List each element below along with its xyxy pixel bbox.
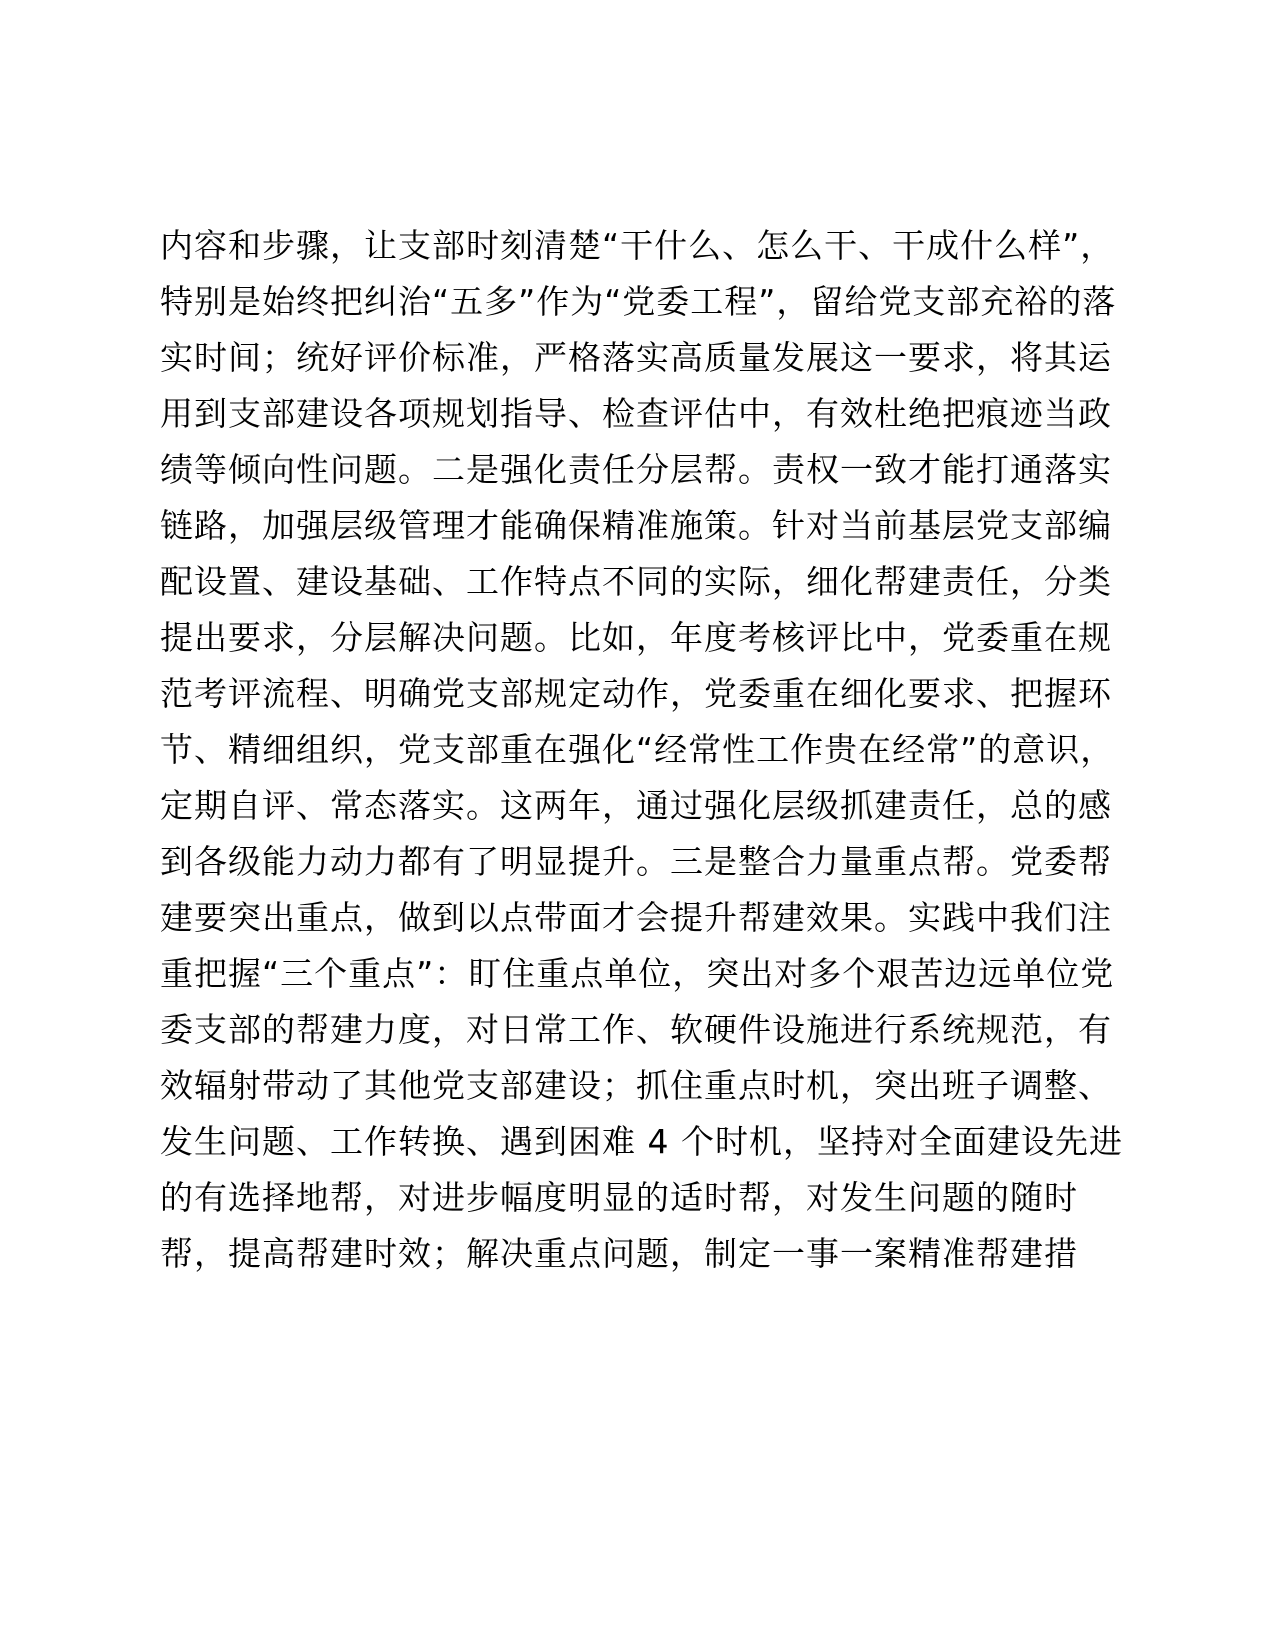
text-line: 委支部的帮建力度，对日常工作、软硬件设施进行系统规范，有	[160, 1010, 1112, 1049]
text-line: 帮，提高帮建时效；解决重点问题，制定一事一案精准帮建措	[160, 1234, 1078, 1273]
text-line: 效辐射带动了其他党支部建设；抓住重点时机，突出班子调整、	[160, 1066, 1112, 1105]
body-paragraph	[160, 218, 1123, 1282]
text-line: 配设置、建设基础、工作特点不同的实际，细化帮建责任，分类	[160, 562, 1112, 601]
text-line: 绩等倾向性问题。二是强化责任分层帮。责权一致才能打通落实	[160, 450, 1112, 489]
text-line: 内容和步骤，让支部时刻清楚“干什么、怎么干、干成什么样”，	[160, 226, 1115, 265]
text-line: 范考评流程、明确党支部规定动作，党委重在细化要求、把握环	[160, 674, 1112, 713]
text-line: 定期自评、常态落实。这两年，通过强化层级抓建责任，总的感	[160, 786, 1112, 825]
text-line: 节、精细组织，党支部重在强化“经常性工作贵在经常”的意识，	[160, 730, 1115, 769]
text-line: 的有选择地帮，对进步幅度明显的适时帮，对发生问题的随时	[160, 1178, 1078, 1217]
text-line: 特别是始终把纠治“五多”作为“党委工程”，留给党支部充裕的落	[160, 282, 1117, 321]
text-line: 发生问题、工作转换、遇到困难 4 个时机，坚持对全面建设先进	[160, 1122, 1123, 1161]
text-line: 用到支部建设各项规划指导、检查评估中，有效杜绝把痕迹当政	[160, 394, 1112, 433]
text-line: 提出要求，分层解决问题。比如，年度考核评比中，党委重在规	[160, 618, 1112, 657]
text-line: 建要突出重点，做到以点带面才会提升帮建效果。实践中我们注	[160, 898, 1112, 937]
text-line: 实时间；统好评价标准，严格落实高质量发展这一要求，将其运	[160, 338, 1112, 377]
text-line: 链路，加强层级管理才能确保精准施策。针对当前基层党支部编	[160, 506, 1112, 545]
text-line: 到各级能力动力都有了明显提升。三是整合力量重点帮。党委帮	[160, 842, 1112, 881]
text-line: 重把握“三个重点”：盯住重点单位，突出对多个艰苦边远单位党	[160, 954, 1115, 993]
